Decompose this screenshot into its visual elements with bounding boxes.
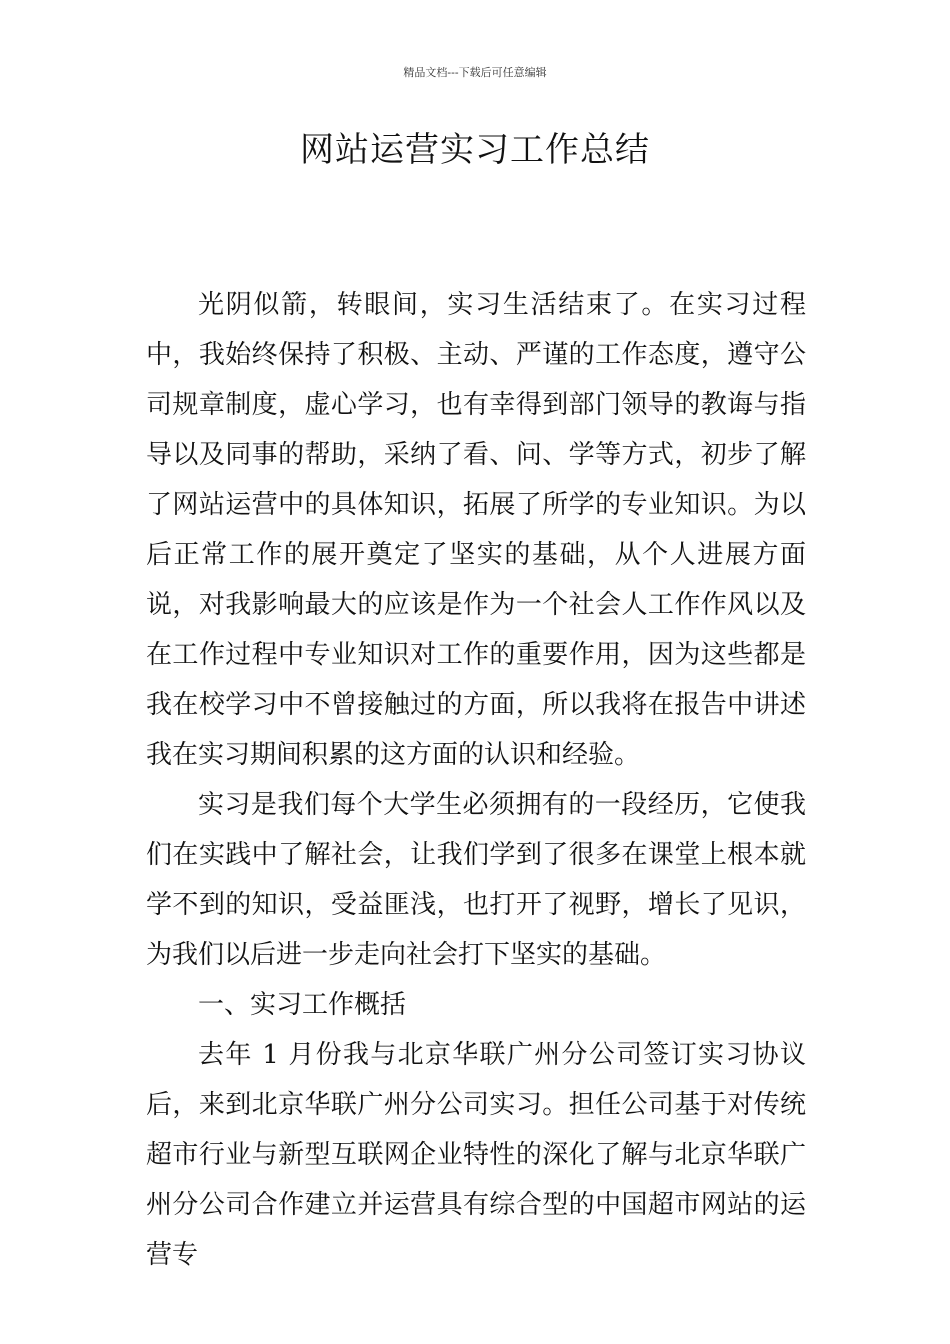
- paragraph-work-overview: 去年 1 月份我与北京华联广州分公司签订实习协议后，来到北京华联广州分公司实习。担任公司基于对传统超市行业与新型互联网企业特性的深化了解与北京华联广州分公司合作建立并运营具有综合型的中国超市网站的运营专: [146, 1040, 806, 1270]
- paragraph-intro: 光阴似箭，转眼间，实习生活结束了。在实习过程中，我始终保持了积极、主动、严谨的工作态度，遵守公司规章制度，虚心学习，也有幸得到部门领导的教诲与指导以及同事的帮助，采纳了看、问、学等方式，初步了解了网站运营中的具体知识，拓展了所学的专业知识。为以后正常工作的展开奠定了坚实的基础，从个人进展方面说，对我影响最大的应该是作为一个社会人工作作风以及在工作过程中专业知识对工作的重要作用，因为这些都是我在校学习中不曾接触过的方面，所以我将在报告中讲述我在实习期间积累的这方面的认识和经验。: [146, 290, 806, 770]
- document-header-note: 精品文档---下载后可任意编辑: [403, 66, 547, 79]
- document-title: 网站运营实习工作总结: [300, 130, 650, 170]
- document-body: [146, 280, 806, 1280]
- section-heading-work-overview: 一、实习工作概括: [198, 990, 407, 1020]
- paragraph-internship-meaning: 实习是我们每个大学生必须拥有的一段经历，它使我们在实践中了解社会，让我们学到了很多在课堂上根本就学不到的知识，受益匪浅，也打开了视野，增长了见识，为我们以后进一步走向社会打下坚实的基础。: [146, 790, 806, 970]
